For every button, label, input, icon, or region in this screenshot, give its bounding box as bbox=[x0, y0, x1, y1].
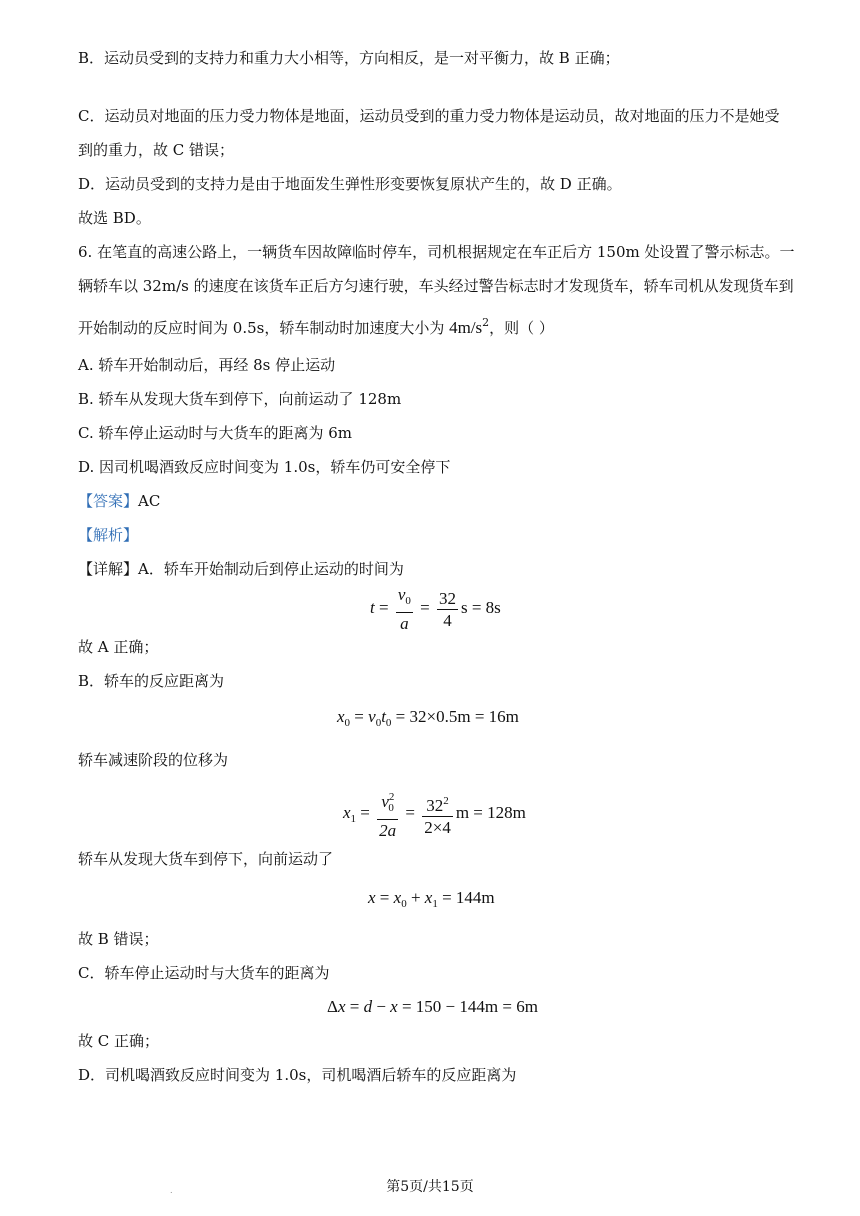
eq-tail: = 150 − 144m = 6m bbox=[397, 997, 538, 1016]
eq-sub: 1 bbox=[432, 898, 438, 910]
paragraph-line: D．运动员受到的支持力是由于地面发生弹性形变要恢复原状产生的，故 D 正确。 bbox=[78, 175, 622, 193]
eq-sub: 0 bbox=[385, 717, 392, 729]
option-b: B. 轿车从发现大货车到停下，向前运动了 128m bbox=[78, 390, 402, 408]
eq-sign: − bbox=[372, 997, 391, 1016]
paragraph-line: 故 B 错误； bbox=[78, 930, 159, 948]
eq-sign: = bbox=[345, 997, 364, 1016]
eq-sign: = bbox=[350, 707, 369, 726]
paragraph-line: 轿车从发现大货车到停下，向前运动了 bbox=[78, 850, 334, 868]
option-c: C. 轿车停止运动时与大货车的距离为 6m bbox=[78, 424, 353, 442]
equation-remaining-gap bbox=[327, 997, 538, 1017]
eq-var: x bbox=[393, 888, 402, 907]
eq-den: 4 bbox=[443, 610, 452, 630]
eq-tail: = 32×0.5m = 16m bbox=[391, 707, 519, 726]
question-line bbox=[78, 313, 554, 338]
analysis-tag: 【解析】 bbox=[78, 526, 139, 544]
equation-reaction-distance bbox=[337, 707, 519, 729]
eq-var: x bbox=[390, 997, 398, 1016]
eq-tail: m = 128m bbox=[455, 802, 526, 822]
answer-line bbox=[78, 491, 160, 511]
paragraph-line: 故 C 正确； bbox=[78, 1032, 160, 1050]
eq-sign: = bbox=[401, 802, 420, 822]
eq-num: 32 bbox=[426, 795, 444, 815]
eq-sign: + bbox=[406, 888, 425, 907]
eq-var: t bbox=[370, 597, 375, 617]
answer-tag: 【答案】 bbox=[78, 492, 139, 510]
paragraph-line: 故选 BD。 bbox=[78, 209, 151, 227]
eq-tail: s = 8s bbox=[460, 597, 501, 617]
eq-var: v bbox=[381, 792, 389, 811]
footer-dot: . bbox=[170, 1186, 173, 1195]
eq-sign: = bbox=[415, 597, 434, 617]
fraction bbox=[377, 788, 398, 840]
eq-sub: 0 bbox=[344, 717, 351, 729]
eq-sub: 0 bbox=[375, 717, 382, 729]
eq-var: t bbox=[381, 707, 386, 726]
eq-var: x bbox=[368, 888, 376, 907]
fraction bbox=[422, 792, 453, 837]
fraction bbox=[437, 589, 458, 630]
equation-deceleration-displacement bbox=[343, 788, 526, 840]
detail-line bbox=[78, 559, 404, 579]
analysis-line bbox=[78, 525, 138, 545]
paragraph-line: B．轿车的反应距离为 bbox=[78, 672, 225, 690]
question-tail: ，则（ ） bbox=[489, 319, 554, 337]
eq-var: v bbox=[368, 707, 376, 726]
eq-sup: 2 bbox=[388, 791, 395, 803]
eq-sup: 2 bbox=[443, 794, 449, 807]
answer-value: AC bbox=[138, 492, 161, 510]
acceleration-exponent: 2 bbox=[482, 316, 490, 329]
eq-den: 2a bbox=[379, 821, 397, 840]
paragraph-line: B．运动员受到的支持力和重力大小相等，方向相反，是一对平衡力，故 B 正确； bbox=[78, 49, 620, 67]
eq-sub: 1 bbox=[350, 812, 357, 825]
eq-sign: = bbox=[374, 597, 393, 617]
option-d: D. 因司机喝酒致反应时间变为 1.0s，轿车仍可安全停下 bbox=[78, 458, 451, 476]
eq-den: 2×4 bbox=[424, 817, 451, 837]
eq-var: a bbox=[400, 614, 409, 633]
question-line: 6. 在笔直的高速公路上，一辆货车因故障临时停车，司机根据规定在车正后方 150m 处设置了警示标志。一 bbox=[78, 243, 795, 261]
eq-var: x bbox=[337, 707, 345, 726]
option-a: A. 轿车开始制动后，再经 8s 停止运动 bbox=[78, 356, 336, 374]
eq-var: x bbox=[424, 888, 433, 907]
eq-tail: = 144m bbox=[437, 888, 495, 907]
eq-var: x bbox=[343, 802, 351, 822]
eq-sign: = bbox=[375, 888, 394, 907]
question-line: 辆轿车以 32m/s 的速度在该货车正后方匀速行驶，车头经过警告标志时才发现货车，轿车司机从发现货车到 bbox=[78, 277, 794, 295]
eq-sub: 0 bbox=[405, 595, 411, 607]
question-text: 开始制动的反应时间为 0.5s，轿车制动时加速度大小为 bbox=[78, 319, 450, 337]
equation-total-distance bbox=[368, 888, 495, 910]
fraction bbox=[396, 585, 413, 633]
paragraph-line: C．轿车停止运动时与大货车的距离为 bbox=[78, 964, 330, 982]
paragraph-line: 故 A 正确； bbox=[78, 638, 159, 656]
eq-sub: 0 bbox=[401, 898, 407, 910]
eq-sub: 0 bbox=[388, 802, 394, 814]
acceleration-value: 4m/s bbox=[449, 318, 483, 337]
eq-num: 32 bbox=[438, 588, 456, 608]
equation-stop-time bbox=[370, 585, 501, 633]
page-footer: 第5页/共15页 bbox=[386, 1179, 474, 1195]
eq-sign: = bbox=[356, 802, 375, 822]
paragraph-line: C．运动员对地面的压力受力物体是地面，运动员受到的重力受力物体是运动员，故对地面的压力不是她受 bbox=[78, 107, 780, 125]
eq-var: x bbox=[337, 997, 346, 1016]
paragraph-line: D．司机喝酒致反应时间变为 1.0s，司机喝酒后轿车的反应距离为 bbox=[78, 1066, 517, 1084]
detail-tag: 【详解】 bbox=[78, 560, 139, 578]
eq-var: v bbox=[397, 585, 406, 604]
paragraph-line: 到的重力，故 C 错误； bbox=[78, 141, 235, 159]
eq-var: d bbox=[363, 997, 373, 1016]
detail-text: A．轿车开始制动后到停止运动的时间为 bbox=[138, 560, 404, 578]
eq-sign: Δ bbox=[327, 997, 338, 1016]
paragraph-line: 轿车减速阶段的位移为 bbox=[78, 751, 229, 769]
